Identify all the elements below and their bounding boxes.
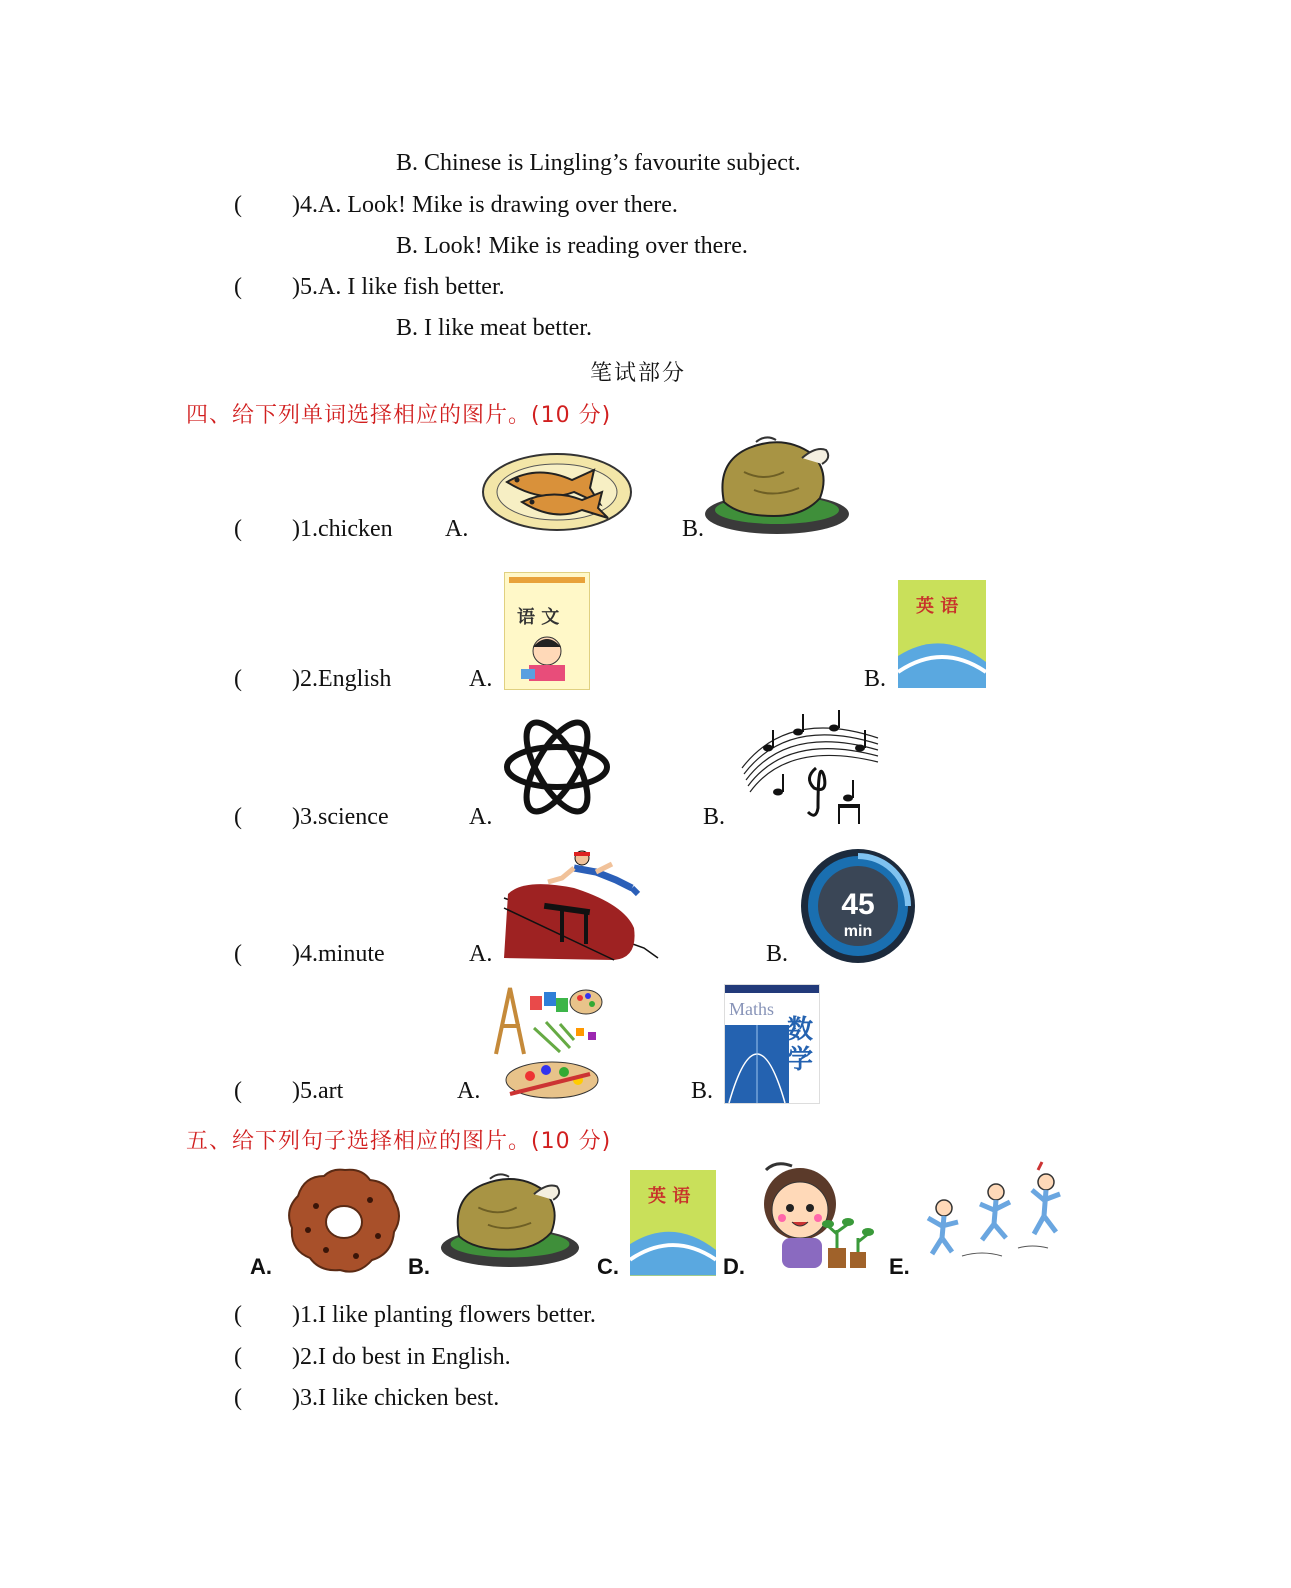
s4-q4-word: )4.minute (292, 941, 385, 967)
maths-book-cn-title: 数学 (787, 1015, 814, 1075)
s4-q1-option-b-label: B. (682, 516, 705, 542)
timer-icon (798, 848, 918, 964)
chinese-textbook-icon (504, 572, 590, 690)
s4-q2-word: )2.English (292, 666, 392, 692)
s4-q3-word: )3.science (292, 804, 389, 830)
roast-chicken-icon (704, 432, 850, 538)
timer-unit: min (843, 923, 873, 940)
written-part-heading: 笔试部分 (590, 361, 687, 386)
s4-q4-option-b-label: B. (766, 941, 789, 967)
donut-icon (286, 1166, 404, 1276)
maths-textbook-icon (724, 984, 820, 1104)
listening-q5-option-b: B. I like meat better. (396, 315, 592, 341)
hurdler-icon (504, 848, 658, 964)
s5-question-2: )2.I do best in English. (292, 1344, 511, 1370)
s4-q1-word: )1.chicken (292, 516, 393, 542)
answer-paren: ( (234, 1078, 242, 1104)
answer-paren: ( (234, 804, 242, 830)
s5-option-a-label: A. (250, 1254, 272, 1279)
answer-paren: ( (234, 1344, 242, 1370)
maths-book-en-title: Maths (729, 999, 774, 1019)
s5-question-3: )3.I like chicken best. (292, 1385, 500, 1411)
english-book-title: 英 语 (648, 1186, 691, 1207)
book-cover-swoosh (898, 632, 986, 688)
listening-q4-option-b: B. Look! Mike is reading over there. (396, 233, 748, 259)
answer-paren: ( (234, 274, 242, 300)
listening-q5-option-a: )5.A. I like fish better. (292, 274, 505, 300)
answer-paren: ( (234, 666, 242, 692)
art-supplies-icon (490, 984, 604, 1102)
s5-option-d-label: D. (723, 1254, 745, 1279)
answer-paren: ( (234, 1302, 242, 1328)
girl-planting-icon (756, 1160, 882, 1276)
english-textbook-icon (630, 1162, 716, 1276)
english-book-title: 英 语 (916, 596, 959, 617)
s5-option-c-label: C. (597, 1254, 619, 1279)
english-textbook-icon (898, 572, 986, 688)
s4-q5-word: )5.art (292, 1078, 344, 1104)
s4-q3-option-a-label: A. (469, 804, 493, 830)
listening-q4-option-a: )4.A. Look! Mike is drawing over there. (292, 192, 678, 218)
s4-q1-option-a-label: A. (445, 516, 469, 542)
fish-plate-icon (482, 452, 632, 532)
s4-q2-option-b-label: B. (864, 666, 887, 692)
s5-question-1: )1.I like planting flowers better. (292, 1302, 596, 1328)
reading-girl-icon (517, 631, 577, 685)
answer-paren: ( (234, 1385, 242, 1411)
section5-title: 五、给下列句子选择相应的图片。(10 分) (186, 1129, 612, 1154)
s4-q2-option-a-label: A. (469, 666, 493, 692)
s5-option-e-label: E. (889, 1254, 910, 1279)
section4-title: 四、给下列单词选择相应的图片。(10 分) (186, 403, 612, 428)
s5-option-b-label: B. (408, 1254, 430, 1279)
s4-q4-option-a-label: A. (469, 941, 493, 967)
atom-icon (504, 708, 610, 826)
book-cover-swoosh (630, 1220, 716, 1276)
answer-paren: ( (234, 516, 242, 542)
parabola-graphic (725, 1025, 789, 1103)
answer-paren: ( (234, 192, 242, 218)
timer-number: 45 (841, 888, 875, 921)
running-kids-icon (922, 1160, 1074, 1264)
s4-q5-option-b-label: B. (691, 1078, 714, 1104)
listening-q3-option-b: B. Chinese is Lingling’s favourite subject. (396, 150, 801, 176)
answer-paren: ( (234, 941, 242, 967)
roast-chicken-icon (440, 1162, 580, 1278)
music-notes-icon (738, 708, 882, 826)
s4-q3-option-b-label: B. (703, 804, 726, 830)
s4-q5-option-a-label: A. (457, 1078, 481, 1104)
chinese-book-title: 语 文 (517, 607, 560, 628)
